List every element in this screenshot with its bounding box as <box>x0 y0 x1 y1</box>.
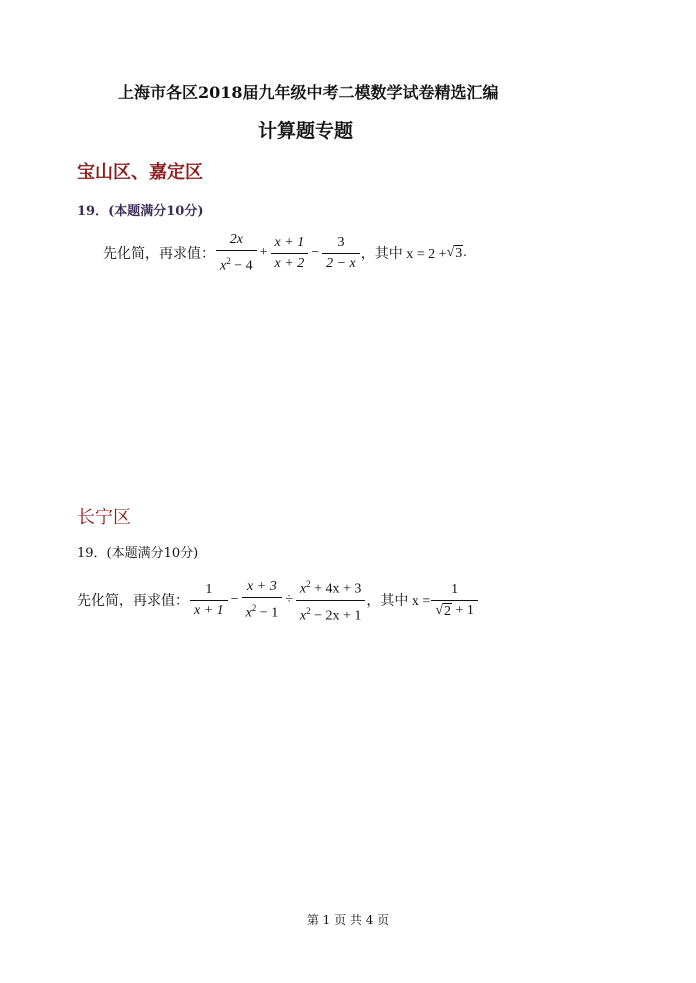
exponent: 2 <box>306 579 311 589</box>
period: . <box>463 245 467 261</box>
square-root <box>447 245 464 261</box>
variable: x <box>245 605 252 621</box>
exponent: 2 <box>226 256 231 266</box>
operator: + <box>259 245 268 261</box>
operator: − <box>230 592 239 608</box>
radicand: 2 <box>444 603 451 619</box>
problem-prompt: 先化简，再求值： <box>77 594 189 610</box>
term: + 1 <box>452 602 474 618</box>
operator: ÷ <box>285 592 293 608</box>
document-subtitle: 计算题专题 <box>258 120 354 142</box>
fraction <box>322 235 360 272</box>
fraction <box>431 582 478 619</box>
fraction-numerator: 3 <box>337 234 345 250</box>
variable: x <box>299 608 307 624</box>
variable: x <box>220 258 227 274</box>
condition-text: ，其中 x = 2 + <box>360 247 447 263</box>
problem-expression <box>103 232 467 275</box>
fraction-denominator: x + 2 <box>271 253 309 272</box>
condition-text: ，其中 x = <box>366 594 431 610</box>
radical-sign: √ <box>446 245 455 261</box>
radicand: 3 <box>455 246 463 262</box>
term: − 4 <box>230 258 253 274</box>
fraction <box>242 579 283 622</box>
exponent: 2 <box>251 602 257 613</box>
variable: x <box>299 581 307 597</box>
operator: − <box>311 245 320 261</box>
fraction-denominator: x + 1 <box>190 600 228 619</box>
fraction-denominator <box>216 250 257 275</box>
district-heading-changning: 长宁区 <box>77 507 131 528</box>
term: − 2x + 1 <box>310 608 362 624</box>
exponent: 2 <box>306 605 311 616</box>
term: − 1 <box>256 605 279 621</box>
question-header: 19．(本题满分10分) <box>77 204 204 219</box>
term: + 4x + 3 <box>310 581 362 597</box>
problem-prompt: 先化简，再求值： <box>103 247 215 263</box>
fraction-denominator: 2 − x <box>322 253 360 272</box>
problem-expression <box>77 576 479 624</box>
district-heading-baoshan-jiading: 宝山区、嘉定区 <box>77 162 203 183</box>
fraction <box>271 235 309 272</box>
fraction-numerator: 1 <box>451 581 459 597</box>
fraction-numerator: x + 3 <box>247 578 277 594</box>
fraction <box>190 582 228 619</box>
fraction <box>216 232 257 275</box>
square-root <box>435 603 452 619</box>
fraction-denominator <box>296 600 366 625</box>
fraction-denominator <box>242 597 283 622</box>
fraction-numerator <box>296 576 366 600</box>
fraction-denominator <box>431 600 478 619</box>
document-title: 上海市各区2018届九年级中考二模数学试卷精选汇编 <box>118 83 499 102</box>
fraction-numerator: x + 1 <box>274 234 305 250</box>
radical-sign: √ <box>435 602 443 618</box>
page-footer: 第 1 页 共 4 页 <box>306 913 390 927</box>
fraction-numerator: 2x <box>229 232 243 247</box>
question-header: 19．(本题满分10分) <box>77 546 199 561</box>
fraction-numerator: 1 <box>205 581 213 597</box>
fraction <box>296 576 366 624</box>
